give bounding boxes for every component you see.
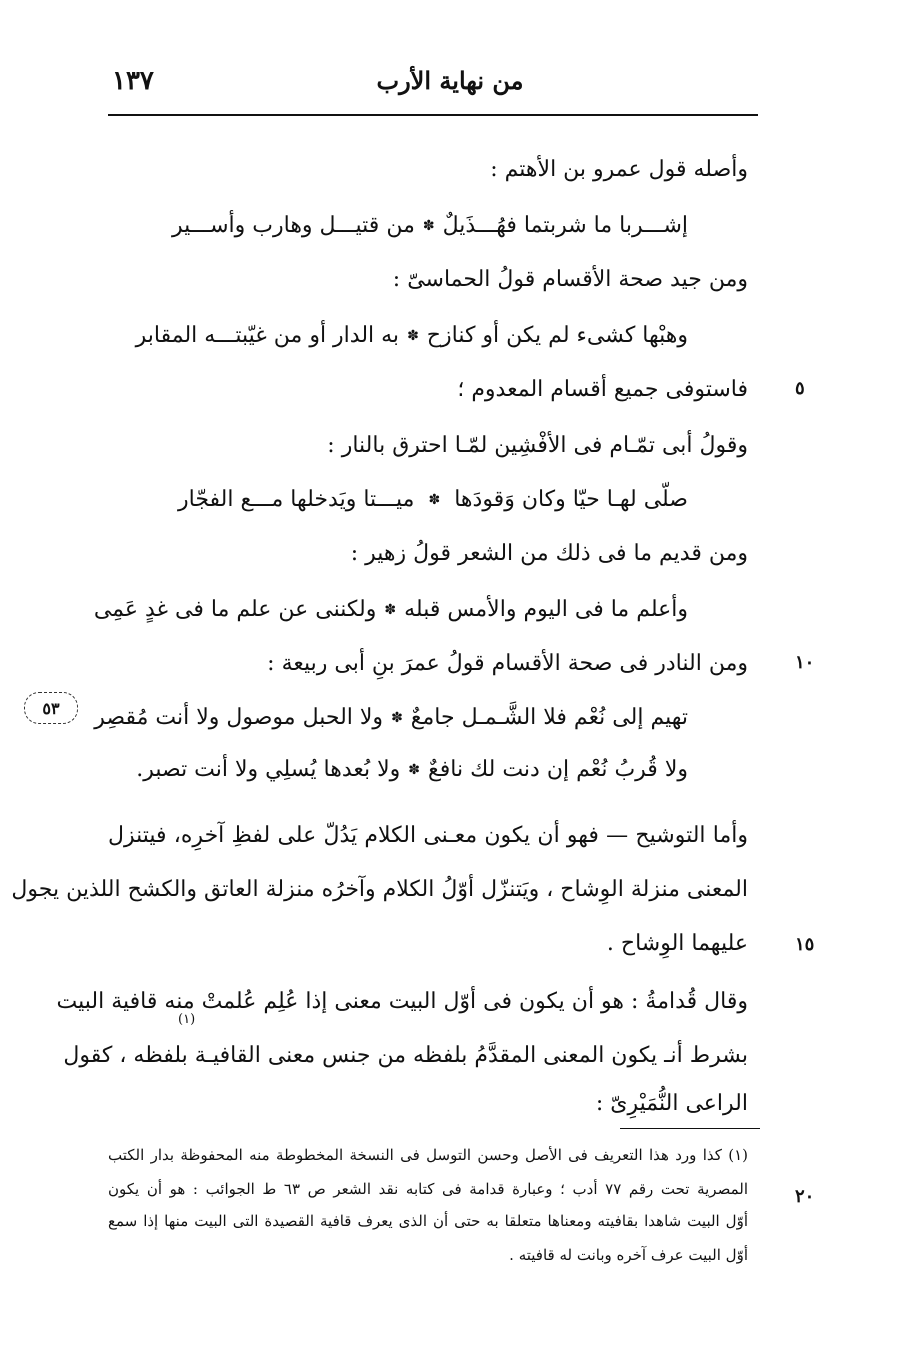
hemistich-first: تهيم إلى نُعْم فلا الشَّـمـل جامعٌ (410, 705, 688, 730)
line-number-5: ٥ (795, 378, 805, 399)
header-rule (108, 114, 758, 116)
body-line: عليهما الوِشاح . (606, 931, 748, 956)
verse-separator-icon: ✽ (408, 762, 421, 778)
verse-line (93, 592, 688, 628)
hemistich-second: ولكننى عن علم ما فى غدٍ عَمِى (93, 597, 377, 622)
verse-separator-icon: ✽ (422, 218, 435, 234)
hemistich-second: ولا الحبل موصول ولا أنت مُقصِر (94, 705, 384, 730)
footnote-rule (620, 1128, 760, 1129)
hemistich-first: وهبْها كشىء لم يكن أو كنازح (426, 323, 688, 348)
body-line: الراعى النُّمَيْرِىّ : (595, 1091, 748, 1116)
body-line: وأصله قول عمرو بن الأهتم : (490, 157, 748, 182)
verse-line (136, 752, 688, 788)
body-line: المعنى منزلة الوِشاح ، ويَتنزّل أوّلُ الكلام وآخرُه منزلة العاتق والكشح اللذين يجول (11, 877, 748, 902)
hemistich-second: ولا بُعدها يُسلِي ولا أنت تصبر. (136, 757, 401, 782)
line-number-10: ١٠ (795, 652, 815, 673)
hemistich-second: من قتيـــل وهارب وأســـير (172, 213, 415, 238)
hemistich-second: ميـــتا ويَدخلها مـــع الفجّار (178, 487, 415, 512)
footnote-line: أوّل البيت عرف آخره وبانت له قافيته . (509, 1246, 748, 1264)
running-header-title: من نهاية الأرب (376, 66, 524, 95)
verse-separator-icon: ✽ (407, 328, 419, 344)
verse-line (172, 208, 688, 244)
page-number: ١٣٧ (112, 66, 154, 96)
body-line: وأما التوشيح — فهو أن يكون معـنى الكلام يَدُلّ على لفظِ آخرِه، فيتنزل (108, 823, 748, 848)
line-number-15: ١٥ (795, 934, 815, 955)
footnote-reference-marker: (١) (178, 1012, 196, 1027)
footnote-line: أوّل البيت شاهدا بقافيته ومعناها متعلقا به حتى أن الذى يعرف قافية القصيدة التى البيت منها إذا سمع (108, 1212, 748, 1230)
margin-page-reference: ٥٣ (24, 692, 78, 724)
body-line: ومن جيد صحة الأقسام قولُ الحماسىّ : (392, 267, 748, 292)
hemistich-first: صلّى لهـا حيّا وكان وَقودَها (454, 487, 688, 512)
body-line: ومن قديم ما فى ذلك من الشعر قولُ زهير : (350, 541, 748, 566)
verse-separator-icon: ✽ (428, 492, 441, 508)
verse-separator-icon: ✽ (384, 602, 397, 618)
hemistich-first: إشـــربا ما شربتما فهُـــذَيلٌ (442, 213, 688, 238)
verse-line (178, 482, 688, 518)
hemistich-first: ولا قُربُ نُعْم إن دنت لك نافعٌ (428, 757, 688, 782)
verse-line (135, 318, 688, 354)
verse-line (94, 700, 688, 736)
verse-separator-icon: ✽ (391, 710, 403, 726)
hemistich-first: وأعلم ما فى اليوم والأمس قبله (404, 597, 688, 622)
body-line: ومن النادر فى صحة الأقسام قولُ عمرَ بنِ أبى ربيعة : (267, 651, 748, 676)
line-number-20: ٢٠ (795, 1186, 815, 1207)
body-line: بشرط أنـ يكون المعنى المقدَّمُ بلفظه من جنس معنى القافيـة بلفظه ، كقول (63, 1043, 748, 1068)
footnote-line: (١) كذا ورد هذا التعريف فى الأصل وحسن التوسل فى النسخة المخطوطة منه المحفوظة بدار الكتب (108, 1146, 748, 1164)
footnote-line: المصرية تحت رقم ٧٧ أدب ؛ وعبارة قدامة فى كتابه نقد الشعر ص ٦٣ ط الجوائب : هو أن يكون (108, 1180, 749, 1198)
body-line: وقال قُدامةُ : هو أن يكون فى أوّل البيت معنى إذا عُلِم عُلمتْ منه قافية البيت (56, 989, 748, 1014)
hemistich-second: به الدار أو من غيّبتـــه المقابر (135, 323, 400, 348)
body-line: وقولُ أبى تمّـام فى الأفْشِين لمّـا احترق بالنار : (327, 433, 748, 458)
body-line: فاستوفى جميع أقسام المعدوم ؛ (457, 377, 748, 402)
